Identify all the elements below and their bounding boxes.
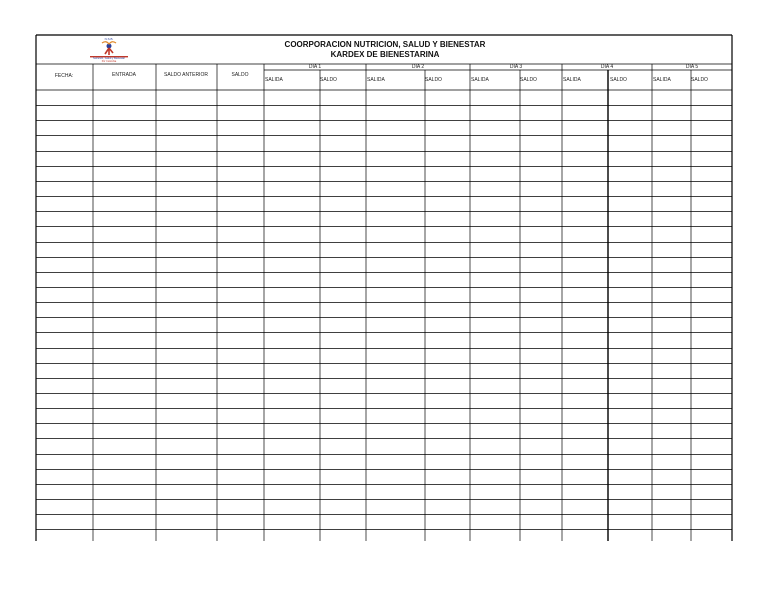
day-5-salida: SALIDA: [653, 77, 671, 83]
day-3-salida: SALIDA: [471, 77, 489, 83]
day-4-label: DIA 4: [600, 64, 614, 70]
header-fecha: FECHA:: [54, 73, 74, 79]
day-5-label: DIA 5: [685, 64, 699, 70]
day-1-salida: SALIDA: [265, 77, 283, 83]
day-2-salida: SALIDA: [367, 77, 385, 83]
day-3-saldo: SALDO: [520, 77, 537, 83]
day-2-saldo: SALDO: [425, 77, 442, 83]
header-entrada: ENTRADA: [112, 72, 136, 78]
logo-caption: Nutrición, Salud y Bienestar: [92, 57, 125, 60]
day-3-label: DIA 3: [509, 64, 523, 70]
header-saldo: SALDO: [231, 72, 249, 78]
day-2-label: DIA 2: [411, 64, 425, 70]
logo-sub-caption: Por Colombia: [101, 60, 117, 63]
logo-top-text: N.S.B.: [104, 37, 114, 41]
document-subtitle: KARDEX DE BIENESTARINA: [330, 50, 440, 59]
day-1-label: DIA 1: [308, 64, 322, 70]
day-4-saldo: SALDO: [610, 77, 627, 83]
header-saldo-anterior: SALDO ANTERIOR: [164, 72, 208, 78]
day-4-salida: SALIDA: [563, 77, 581, 83]
document-title: COORPORACION NUTRICION, SALUD Y BIENESTAR: [284, 40, 486, 49]
day-1-saldo: SALDO: [320, 77, 337, 83]
day-5-saldo: SALDO: [691, 77, 708, 83]
